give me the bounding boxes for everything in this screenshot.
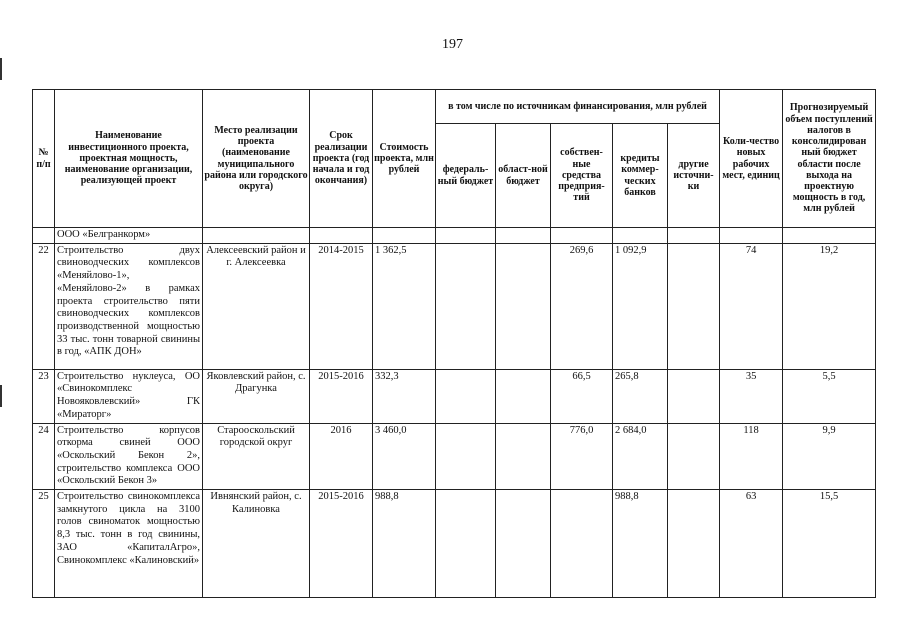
row-own: 269,6 bbox=[551, 243, 613, 369]
row-own: 66,5 bbox=[551, 369, 613, 423]
table-cell bbox=[720, 228, 783, 244]
row-num: 24 bbox=[33, 423, 55, 490]
row-regional bbox=[496, 369, 551, 423]
row-name: Строительство двух свиноводческих комплексов «Меняйлово-1», «Меняйлово-2» в рамках проекта строительство пяти свиноводческих комплексов производственной мощностью 33 тыс. тонн товарной свинины в год, «АПК ДОН» bbox=[55, 243, 203, 369]
row-num: 22 bbox=[33, 243, 55, 369]
row-cost: 1 362,5 bbox=[373, 243, 436, 369]
continuation-cell: ООО «Белгранкорм» bbox=[55, 228, 203, 244]
row-taxes: 15,5 bbox=[783, 490, 876, 598]
row-name: Строительство нуклеуса, ОО «Свинокомплекс Новояковлевский» ГК «Мираторг» bbox=[55, 369, 203, 423]
table-cell bbox=[783, 228, 876, 244]
row-jobs: 118 bbox=[720, 423, 783, 490]
row-term: 2016 bbox=[310, 423, 373, 490]
row-place: Яковлевский район, с. Драгунка bbox=[203, 369, 310, 423]
row-term: 2014-2015 bbox=[310, 243, 373, 369]
row-jobs: 35 bbox=[720, 369, 783, 423]
row-credit: 2 684,0 bbox=[613, 423, 668, 490]
row-taxes: 5,5 bbox=[783, 369, 876, 423]
row-num: 23 bbox=[33, 369, 55, 423]
row-regional bbox=[496, 490, 551, 598]
header-name: Наименование инвестиционного проекта, проектная мощность, наименование организации, реализующей проект bbox=[55, 90, 203, 228]
row-regional bbox=[496, 423, 551, 490]
row-credit: 988,8 bbox=[613, 490, 668, 598]
row-federal bbox=[436, 369, 496, 423]
header-taxes: Прогнозируемый объем поступлений налогов в консолидирован ный бюджет области после выхода на проектную мощность в год, млн рублей bbox=[783, 90, 876, 228]
row-cost: 988,8 bbox=[373, 490, 436, 598]
row-cost: 3 460,0 bbox=[373, 423, 436, 490]
row-num: 25 bbox=[33, 490, 55, 598]
header-place: Место реализации проекта (наименование муниципального района или городского округа) bbox=[203, 90, 310, 228]
header-other: другие источни-ки bbox=[668, 124, 720, 228]
header-jobs: Коли-чество новых рабочих мест, единиц bbox=[720, 90, 783, 228]
row-credit: 1 092,9 bbox=[613, 243, 668, 369]
margin-mark bbox=[0, 58, 2, 80]
row-other bbox=[668, 243, 720, 369]
table-cell bbox=[203, 228, 310, 244]
margin-mark bbox=[0, 385, 2, 407]
table-cell bbox=[551, 228, 613, 244]
row-jobs: 63 bbox=[720, 490, 783, 598]
row-name: Строительство корпусов откорма свиней ООО «Оскольский Бекон 2», строительство комплекса ООО «Оскольский Бекон 3» bbox=[55, 423, 203, 490]
row-federal bbox=[436, 243, 496, 369]
table-row bbox=[33, 243, 876, 369]
row-jobs: 74 bbox=[720, 243, 783, 369]
table-cell bbox=[310, 228, 373, 244]
row-term: 2015-2016 bbox=[310, 490, 373, 598]
header-regional: област-ной бюджет bbox=[496, 124, 551, 228]
row-place: Алексеевский район и г. Алексеевка bbox=[203, 243, 310, 369]
table-cell bbox=[436, 228, 496, 244]
table-cell bbox=[496, 228, 551, 244]
header-term: Срок реализации проекта (год начала и год окончания) bbox=[310, 90, 373, 228]
header-credit: кредиты коммер-ческих банков bbox=[613, 124, 668, 228]
table-cell bbox=[373, 228, 436, 244]
row-federal bbox=[436, 423, 496, 490]
row-other bbox=[668, 423, 720, 490]
header-own: собствен-ные средства предприя-тий bbox=[551, 124, 613, 228]
page-number: 197 bbox=[442, 37, 463, 52]
header-federal: федераль-ный бюджет bbox=[436, 124, 496, 228]
row-place: Ивнянский район, с. Калиновка bbox=[203, 490, 310, 598]
investment-projects-table bbox=[32, 89, 876, 598]
row-credit: 265,8 bbox=[613, 369, 668, 423]
row-name: Строительство свинокомплекса замкнутого цикла на 3100 голов свиноматок мощностью 8,3 тыс. тонн в год свинины, ЗАО «КапиталАгро», Свинокомплекс «Калиновский» bbox=[55, 490, 203, 598]
table-row bbox=[33, 423, 876, 490]
row-taxes: 9,9 bbox=[783, 423, 876, 490]
table-row bbox=[33, 490, 876, 598]
header-sources-group: в том числе по источникам финансирования, млн рублей bbox=[436, 90, 720, 124]
table-cell bbox=[613, 228, 668, 244]
header-num: № п/п bbox=[33, 90, 55, 228]
row-regional bbox=[496, 243, 551, 369]
row-other bbox=[668, 490, 720, 598]
row-own bbox=[551, 490, 613, 598]
row-own: 776,0 bbox=[551, 423, 613, 490]
table-cell bbox=[33, 228, 55, 244]
row-cost: 332,3 bbox=[373, 369, 436, 423]
table-cell bbox=[668, 228, 720, 244]
row-place: Старооскольский городской округ bbox=[203, 423, 310, 490]
row-federal bbox=[436, 490, 496, 598]
row-term: 2015-2016 bbox=[310, 369, 373, 423]
table-row bbox=[33, 369, 876, 423]
header-cost: Стоимость проекта, млн рублей bbox=[373, 90, 436, 228]
row-other bbox=[668, 369, 720, 423]
row-taxes: 19,2 bbox=[783, 243, 876, 369]
